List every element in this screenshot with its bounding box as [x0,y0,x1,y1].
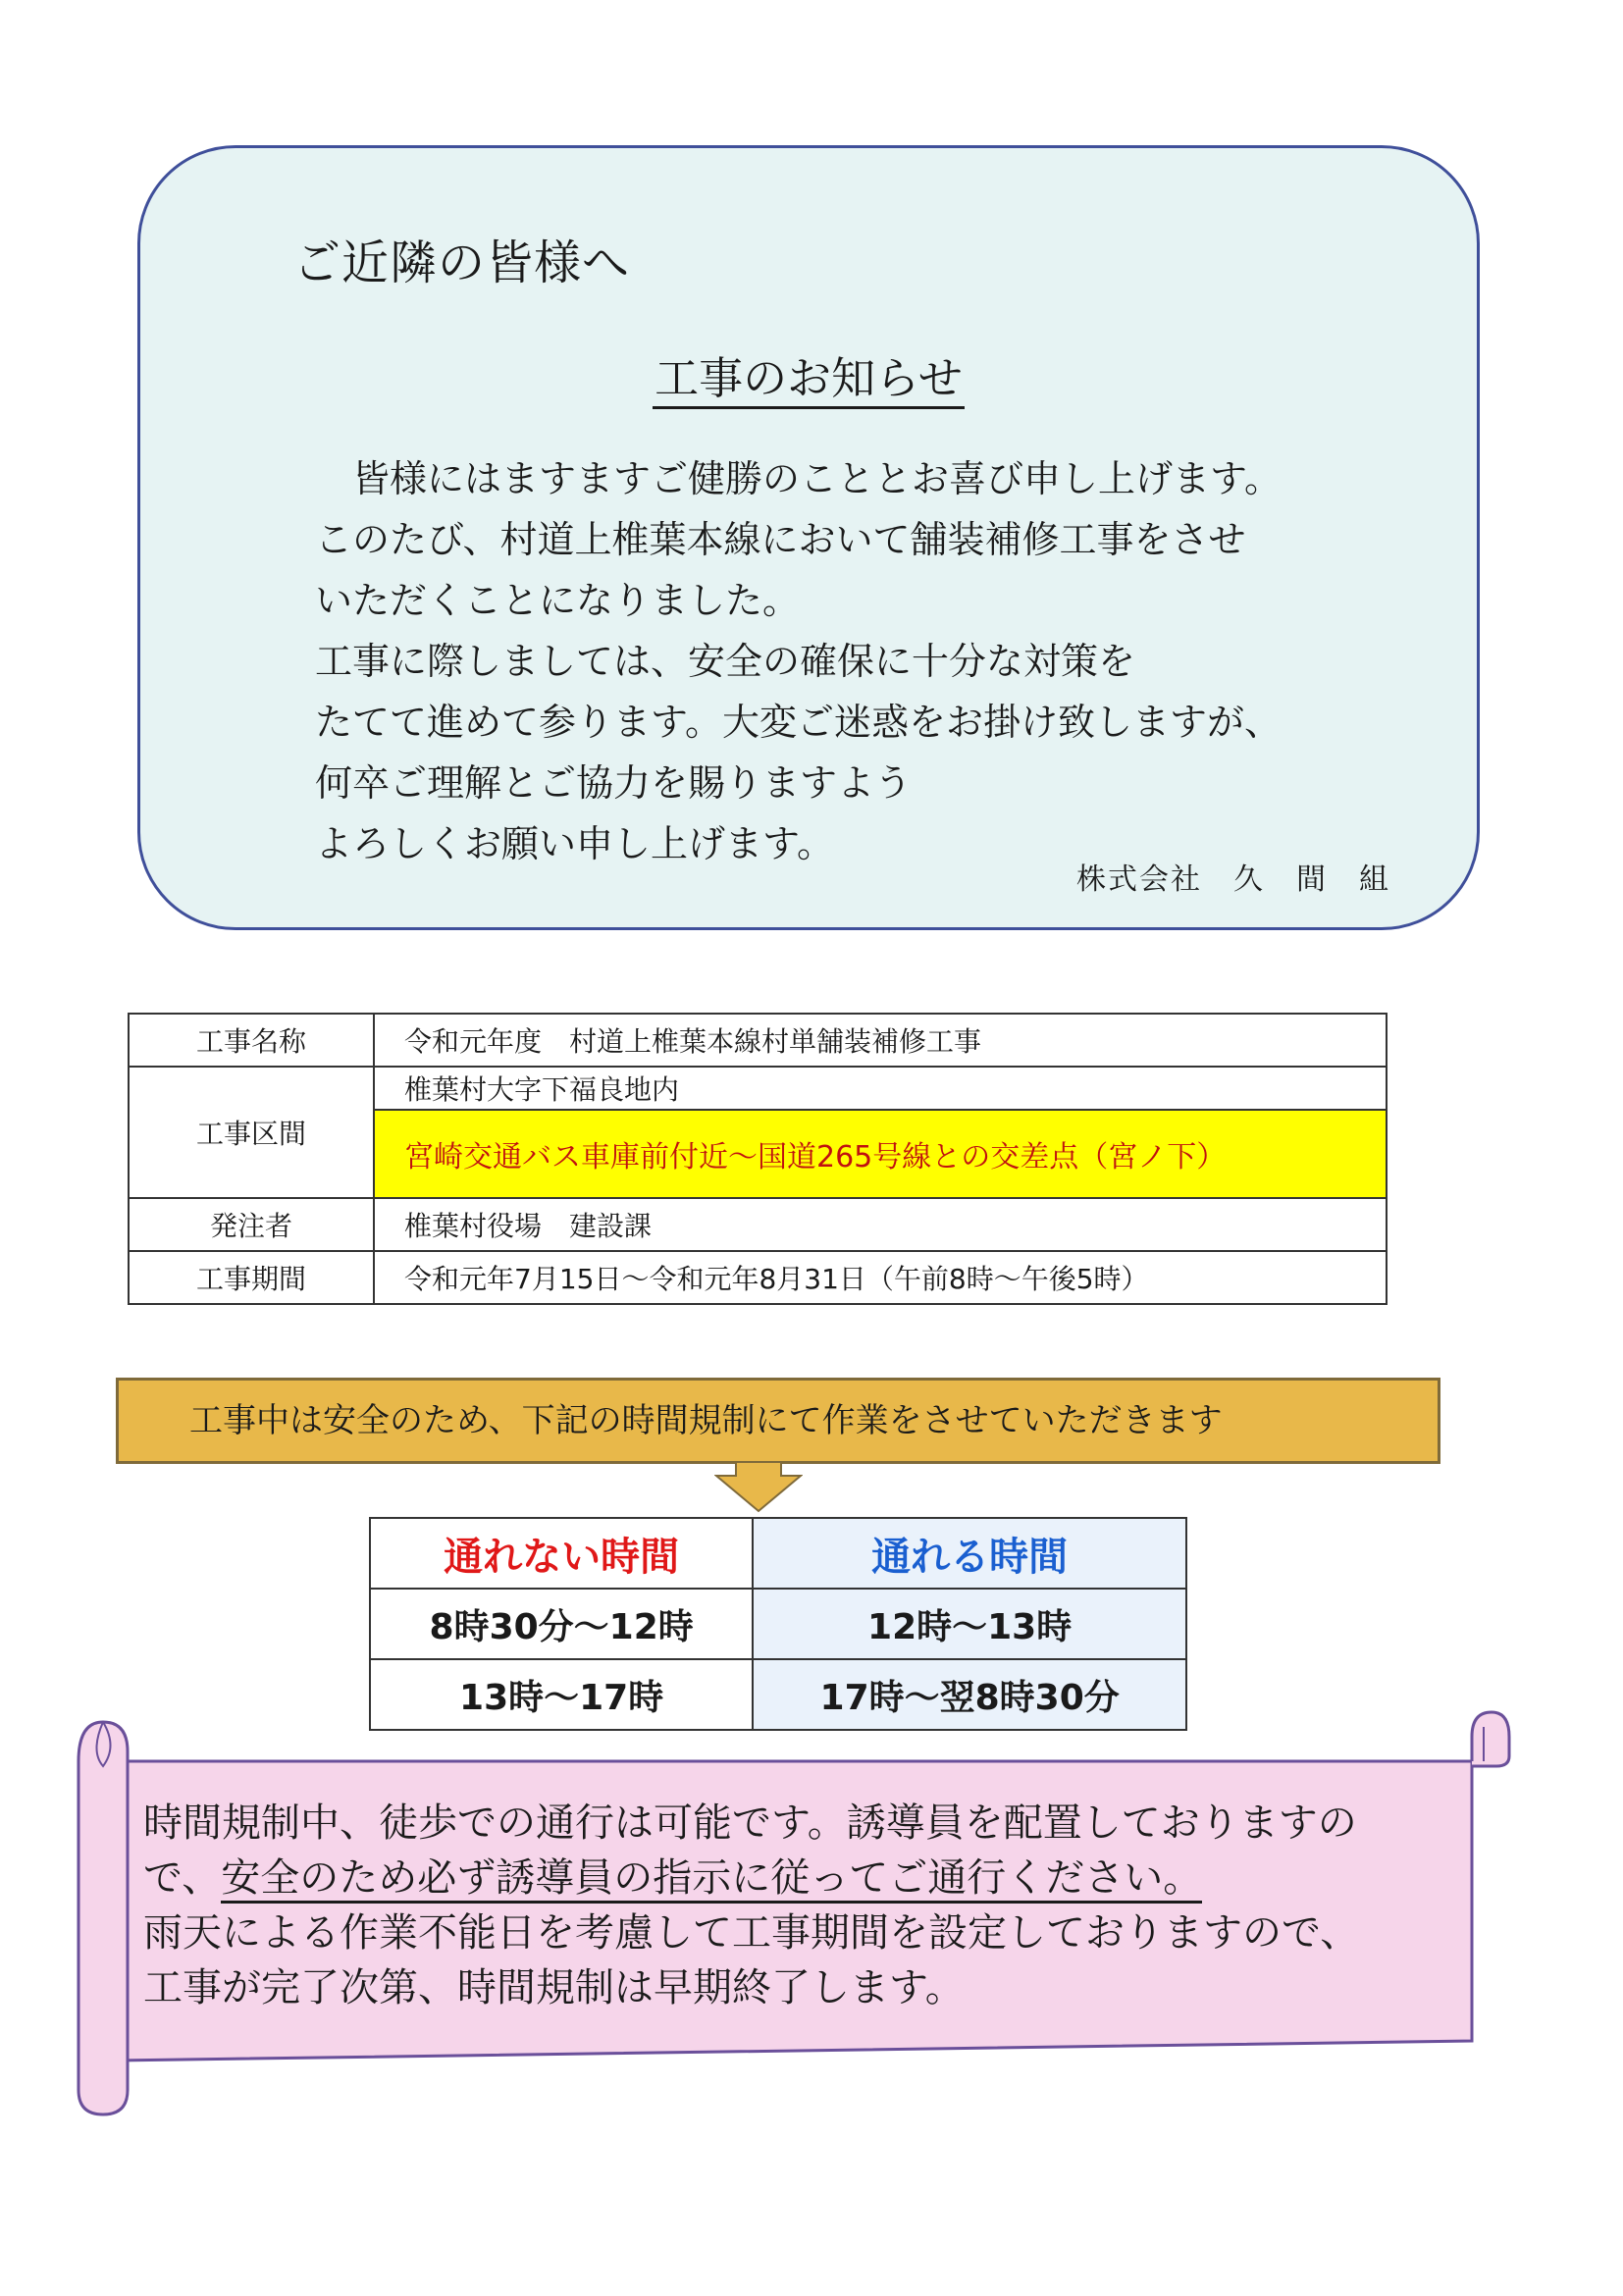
table-row [370,1589,1186,1659]
closed-time-header: 通れない時間 [370,1518,753,1589]
footer-line: 工事が完了次第、時間規制は早期終了します。 [143,1965,965,2010]
body-line: このたび、村道上椎葉本線において舗装補修工事をさせ [315,518,1246,561]
time-regulation-table [369,1517,1187,1731]
closed-time-cell: 8時30分～12時 [370,1589,753,1659]
footer-line: 時間規制中、徒歩での通行は可能です。誘導員を配置しておりますの [143,1800,1357,1846]
safety-instruction: 安全のため必ず誘導員の指示に従ってご通行ください。 [221,1855,1202,1904]
body-line: 皆様にはますますご健勝のこととお喜び申し上げます。 [352,457,1282,500]
footer-line2-pre: で、 [143,1855,222,1901]
greeting: ご近隣の皆様へ [293,235,631,290]
name-value: 令和元年度 村道上椎葉本線村単舗装補修工事 [374,1014,1387,1067]
open-time-header: 通れる時間 [753,1518,1186,1589]
section-value-area: 椎葉村大字下福良地内 [374,1067,1387,1110]
section-value-route: 宮崎交通バス車庫前付近～国道265号線との交差点（宮ノ下） [374,1110,1387,1198]
body-line: いただくことになりました。 [315,579,801,622]
body-line: たてて進めて参ります。大変ご迷惑をお掛け致しますが、 [315,701,1282,744]
footer-line [143,1851,1448,1905]
notice-title [140,342,1477,406]
table-row [370,1518,1186,1589]
company-name: 株式会社 久 間 組 [1076,862,1390,897]
orderer-value: 椎葉村役場 建設課 [374,1198,1387,1251]
open-time-cell: 17時～翌8時30分 [753,1659,1186,1730]
notice-title-text: 工事のお知らせ [653,352,965,409]
body-line: 工事に際しましては、安全の確保に十分な対策を [315,640,1136,683]
name-label: 工事名称 [129,1014,374,1067]
table-row [129,1198,1387,1251]
notice-body [315,448,1443,874]
period-label: 工事期間 [129,1251,374,1304]
open-time-cell: 12時～13時 [753,1589,1186,1659]
body-line: 何卒ご理解とご協力を賜りますよう [315,761,913,805]
down-arrow-icon [714,1462,803,1513]
table-row [129,1067,1387,1110]
footer-line: 雨天による作業不能日を考慮して工事期間を設定しておりますので、 [143,1910,1360,1956]
orderer-label: 発注者 [129,1198,374,1251]
table-row [129,1014,1387,1067]
regulation-banner: 工事中は安全のため、下記の時間規制にて作業をさせていただきます [116,1378,1440,1464]
notice-box [137,145,1480,930]
section-label: 工事区間 [129,1067,374,1198]
scroll-text [143,1796,1448,2015]
period-value: 令和元年7月15日～令和元年8月31日（午前8時～午後5時） [374,1251,1387,1304]
construction-info-table [128,1013,1387,1305]
closed-time-cell: 13時～17時 [370,1659,753,1730]
table-row [129,1251,1387,1304]
body-line: よろしくお願い申し上げます。 [315,822,834,865]
